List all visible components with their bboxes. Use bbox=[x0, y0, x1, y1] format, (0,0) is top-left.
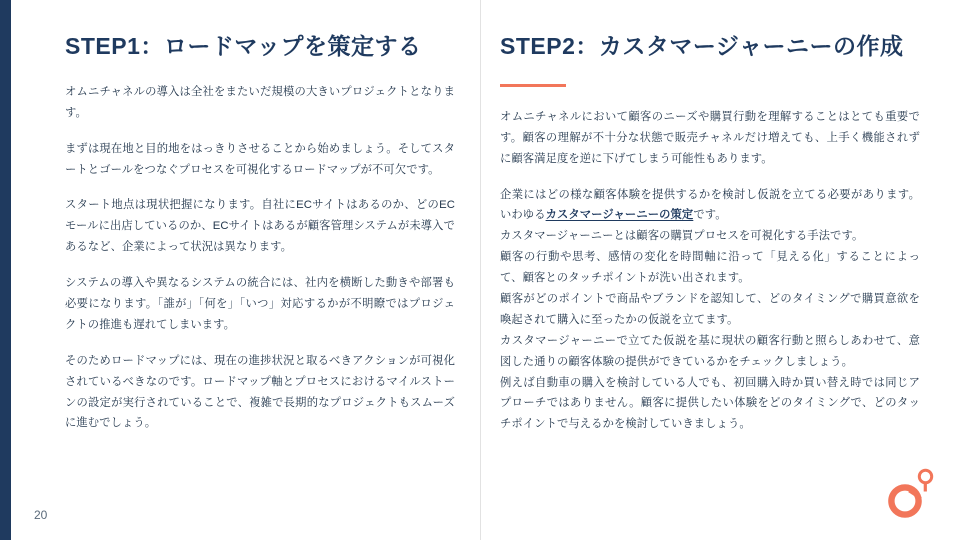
paragraph: カスタマージャーニーで立てた仮説を基に現状の顧客行動と照らしあわせて、意図した通りの顧客体験の提供ができているかをチェックしましょう。 bbox=[500, 334, 920, 368]
paragraph: そのためロードマップには、現在の進捗状況と取るべきアクションが可視化されているべきなのです。ロードマップ軸とプロセスにおけるマイルストーンの設定が実行されていることで、複雑で長期的なプロジェクトもスムーズに進むでしょう。 bbox=[65, 354, 455, 430]
page-number: 20 bbox=[34, 508, 48, 522]
paragraph-text-pre: 企業にはどの様な顧客体験を提供するかを検討し仮説を立てる必要があります。いわゆる bbox=[500, 188, 920, 222]
paragraph: オムニチャネルにおいて顧客のニーズや購買行動を理解することはとても重要です。顧客の理解が不十分な状態で販売チャネルだけ増えても、上手く機能されずに顧客満足度を逆に下げてしまう可能性もあります。 bbox=[500, 110, 920, 165]
paragraph: まずは現在地と目的地をはっきりさせることから始めましょう。そしてスタートとゴールをつなぐプロセスを可視化するロードマップが不可欠です。 bbox=[65, 142, 455, 176]
column-divider bbox=[480, 0, 481, 540]
paragraph-text-post: です。 bbox=[693, 209, 727, 222]
left-column-heading: STEP1：ロードマップを策定する bbox=[65, 33, 422, 59]
paragraph: スタート地点は現状把握になります。自社にECサイトはあるのか、どのECモールに出店しているのか、ECサイトはあるが顧客管理システムが未導入であるなど、企業によって状況は異なります。 bbox=[65, 199, 455, 254]
customer-journey-link[interactable]: カスタマージャーニーの策定 bbox=[545, 209, 694, 222]
left-column bbox=[65, 32, 455, 434]
paragraph: オムニチャネルの導入は全社をまたいだ規模の大きいプロジェクトとなります。 bbox=[65, 85, 455, 119]
right-column bbox=[500, 32, 920, 435]
paragraph-with-link bbox=[500, 185, 920, 227]
left-accent-bar bbox=[0, 0, 11, 540]
paragraph: システムの導入や異なるシステムの統合には、社内を横断した動きや部署も必要になります。「誰が」「何を」「いつ」対応するかが不明瞭ではプロジェクトの推進も遅れてしまいます。 bbox=[65, 277, 455, 331]
hubspot-sprocket-logo bbox=[888, 468, 934, 518]
orange-rule bbox=[500, 84, 566, 87]
paragraph: 顧客がどのポイントで商品やブランドを認知して、どのタイミングで購買意欲を喚起されて購入に至ったかの仮説を立てます。 bbox=[500, 293, 920, 326]
paragraph: 顧客の行動や思考、感情の変化を時間軸に沿って「見える化」することによって、顧客とのタッチポイントが洗い出されます。 bbox=[500, 251, 920, 285]
paragraph: 例えば自動車の購入を検討している人でも、初回購入時か買い替え時では同じアプローチではありません。顧客に提供したい体験をどのタイミングで、どのタッチポイントで与えるかを検討していきましょう。 bbox=[500, 376, 920, 431]
right-column-heading: STEP2：カスタマージャーニーの作成 bbox=[500, 33, 904, 59]
left-column-body bbox=[65, 82, 455, 434]
paragraph: カスタマージャーニーとは顧客の購買プロセスを可視化する手法です。 bbox=[500, 230, 864, 243]
right-column-body bbox=[500, 107, 920, 435]
